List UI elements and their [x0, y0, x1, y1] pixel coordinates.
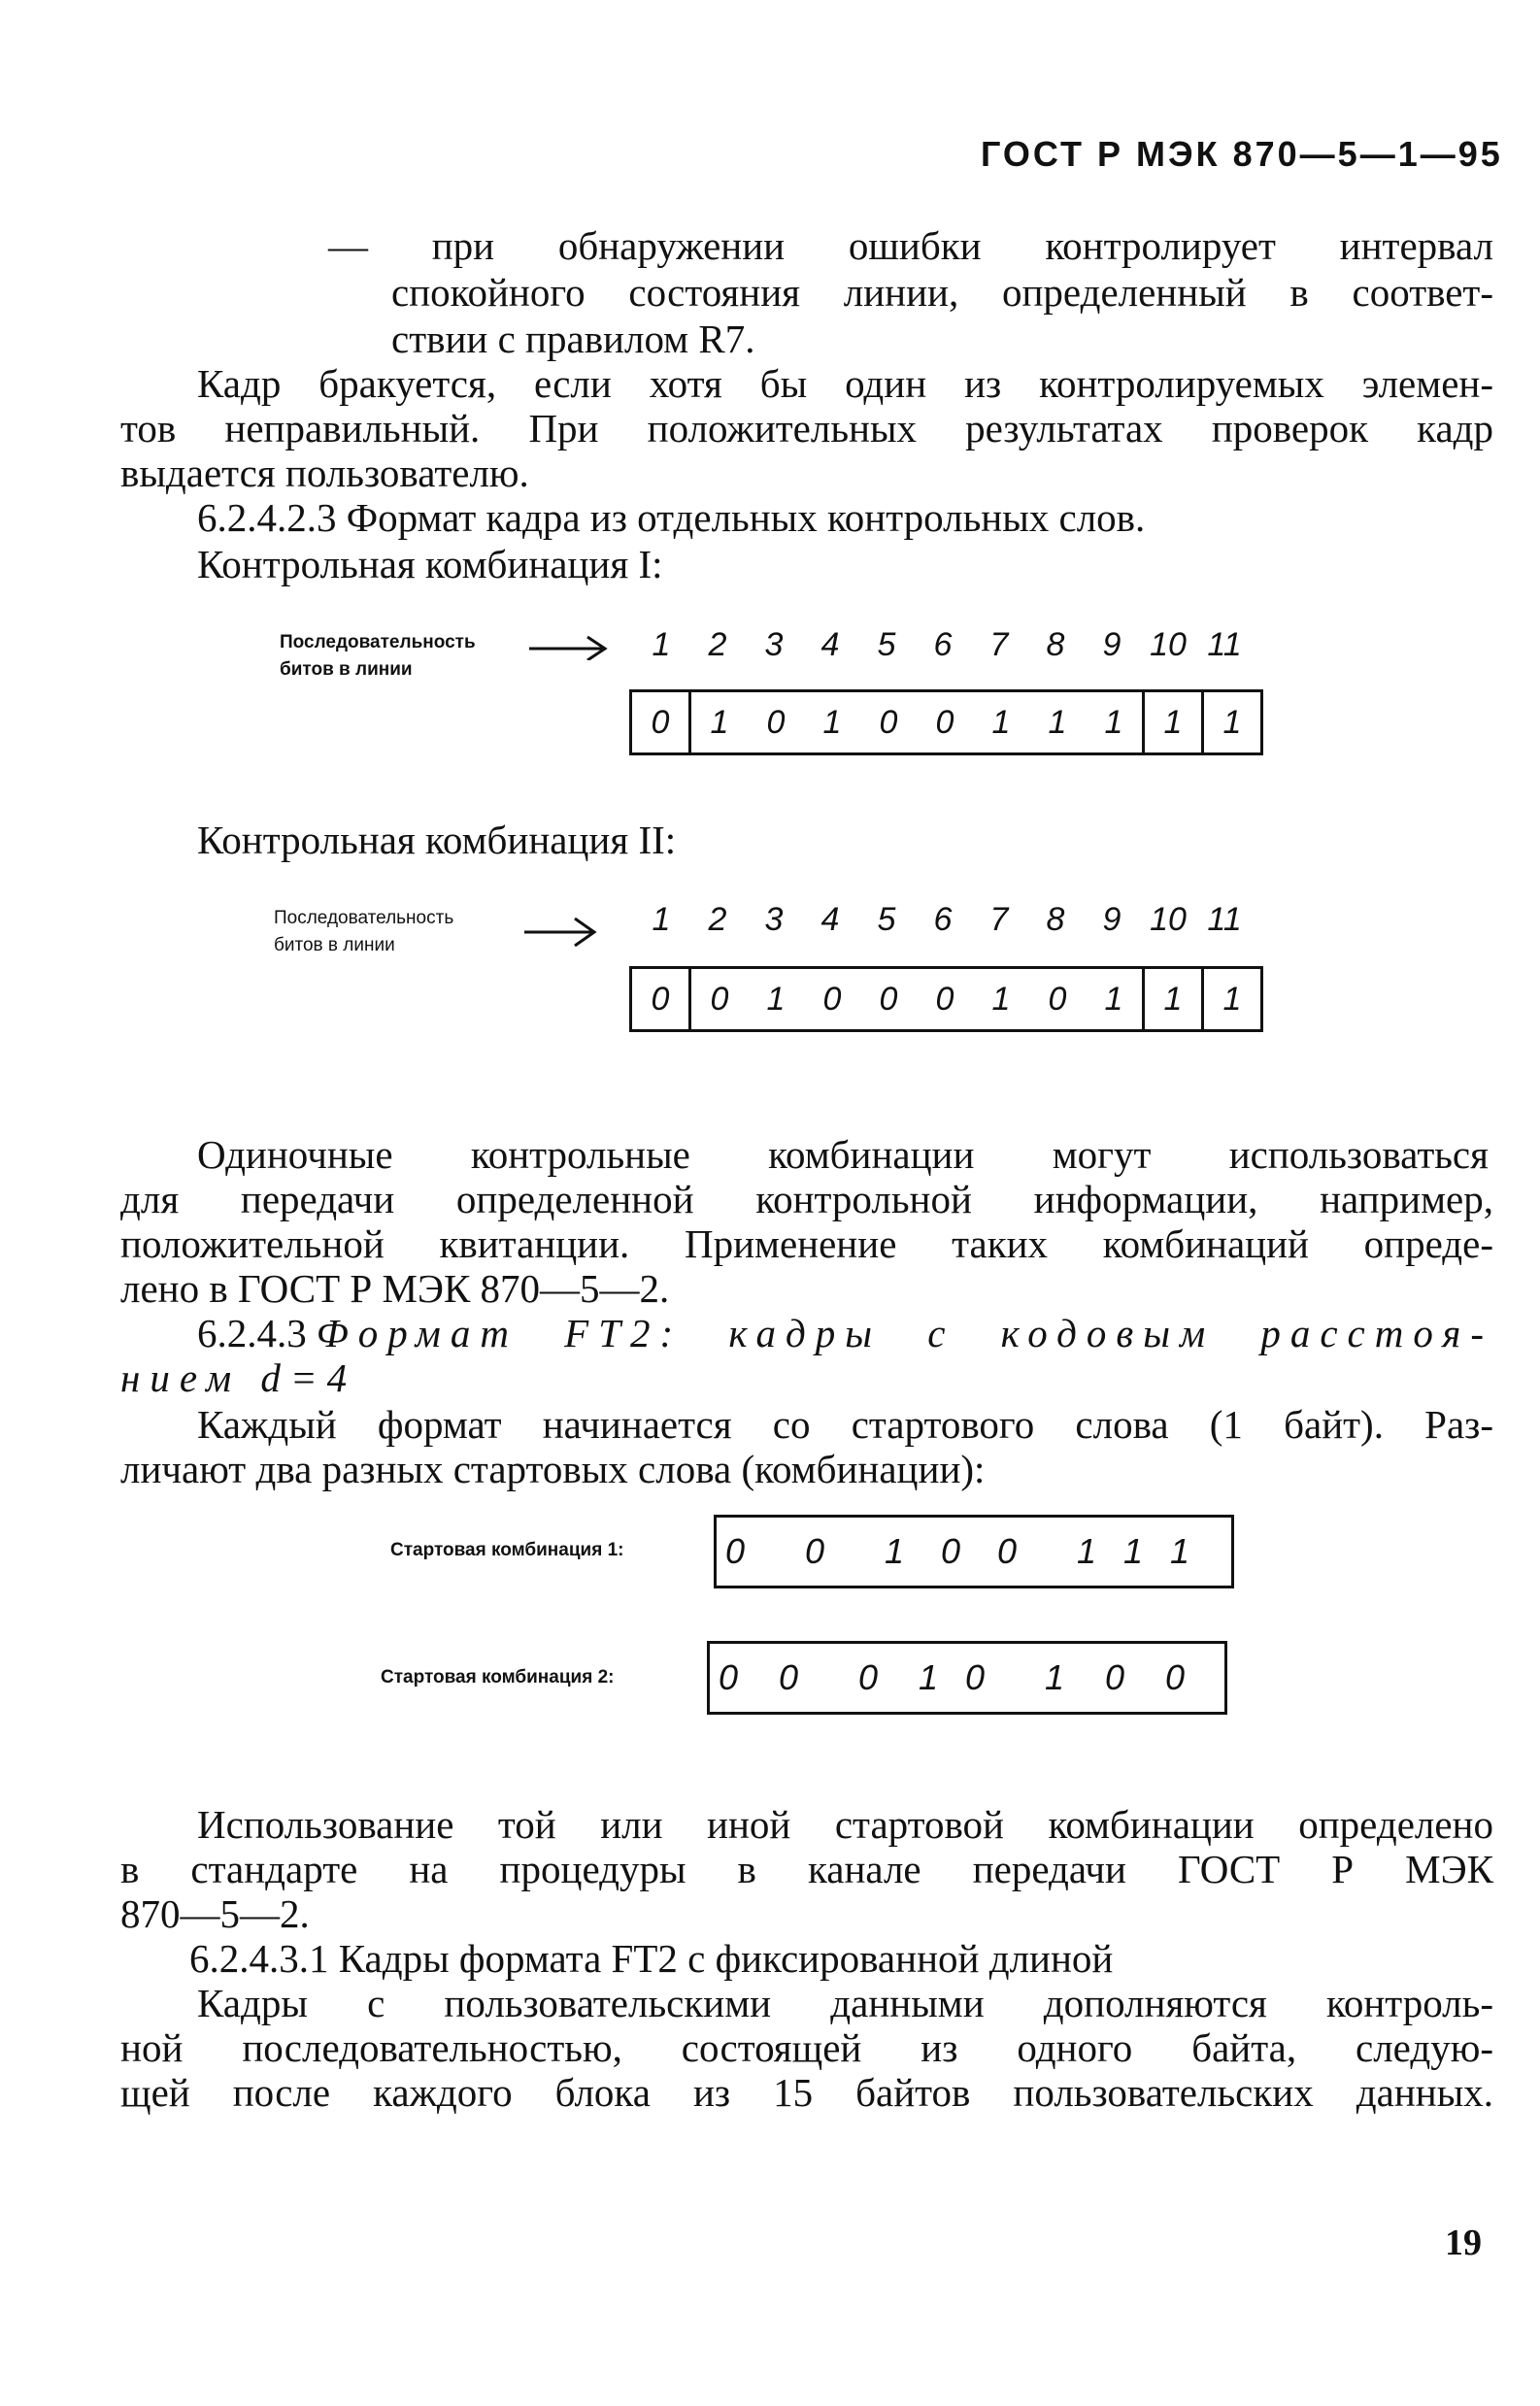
combo1-label-line2: битов в линии: [280, 659, 413, 680]
combo2-bit-box: [629, 966, 1263, 1032]
document-header: ГОСТ Р МЭК 870—5—1—95: [981, 134, 1503, 174]
para6-line2: ной последовательностью, состоящей из одного байта, следую-: [120, 2025, 1493, 2070]
bit-cell: 0: [1104, 1657, 1125, 1697]
position: 11: [1207, 901, 1242, 938]
bit-cell: 1: [1086, 692, 1145, 752]
combo2-positions: [633, 901, 1253, 939]
para3-line1: Одиночные контрольные комбинации могут использоваться: [197, 1132, 1489, 1177]
para1-line3: ствии с правилом R7.: [391, 317, 755, 361]
position: 1: [652, 901, 671, 938]
combo2-heading: Контрольная комбинация II:: [197, 818, 677, 862]
position: 9: [1102, 626, 1122, 663]
bit-cell: 0: [710, 981, 729, 1018]
para2-line2: тов неправильный. При положительных результатах проверок кадр: [120, 406, 1493, 451]
combo2-label: [274, 905, 453, 959]
bit-cell: 1: [1076, 1531, 1097, 1571]
bit-cell: 0: [1164, 1657, 1186, 1697]
section-6-2-4-3-title-line1: Формат FT2: кадры с кодовым расстоя-: [316, 1311, 1493, 1355]
arrow-right-icon: [529, 631, 612, 660]
para1-line2: спокойного состояния линии, определенный в соответ-: [391, 270, 1493, 315]
start1-bit-box: [714, 1515, 1234, 1588]
section-6-2-4-3-number: 6.2.4.3: [197, 1311, 307, 1355]
para2-line1: Кадр бракуется, если хотя бы один из контролируемых элемен-: [197, 361, 1493, 406]
arrow-right-icon: [524, 911, 607, 950]
position: 3: [764, 901, 784, 938]
bit-cell: 0: [804, 1531, 825, 1571]
bit-cell: 1: [1145, 692, 1204, 752]
bit-cell: 1: [710, 704, 729, 741]
para3-line2: для передачи определенной контрольной информации, например,: [120, 1177, 1493, 1221]
para5-line1: Использование той или иной стартовой комбинации определено: [197, 1802, 1493, 1847]
bit-cell: 0: [964, 1657, 986, 1697]
position: 10: [1150, 901, 1187, 938]
position: 9: [1102, 901, 1122, 938]
para2-line3: выдается пользователю.: [120, 451, 529, 495]
bit-cell: 0: [724, 1531, 746, 1571]
bit-cell: 1: [1222, 981, 1242, 1018]
position: 7: [989, 901, 1009, 938]
bit-cell: 0: [996, 1531, 1018, 1571]
combo1-bit-box: [629, 689, 1263, 755]
bit-cell: 1: [822, 704, 842, 741]
position: 4: [820, 901, 840, 938]
position: 6: [933, 901, 953, 938]
page-number: 19: [1445, 2222, 1482, 2263]
bit-cell: 0: [718, 1657, 739, 1697]
combo1-heading: Контрольная комбинация I:: [197, 542, 663, 586]
bit-cell: 0: [632, 969, 691, 1029]
position: 7: [989, 626, 1009, 663]
para3-line3: положительной квитанции. Применение таких комбинаций опреде-: [120, 1221, 1493, 1266]
bit-cell: 1: [766, 981, 786, 1018]
para4-line1: Каждый формат начинается со стартового слова (1 байт). Раз-: [197, 1402, 1493, 1447]
bit-cell: 0: [822, 981, 842, 1018]
bit-cell: 0: [778, 1657, 799, 1697]
section-6-2-4-3-1-title: 6.2.4.3.1 Кадры формата FT2 с фиксированной длиной: [189, 1936, 1114, 1981]
bit-cell: 0: [766, 704, 786, 741]
section-6-2-4-3-heading: [197, 1311, 1493, 1355]
position: 8: [1046, 626, 1065, 663]
position: 4: [820, 626, 840, 663]
section-6-2-4-3-title-line2: нием d=4: [120, 1355, 357, 1400]
combo2-label-line1: Последовательность: [274, 908, 454, 928]
position: 8: [1046, 901, 1065, 938]
bit-cell: 1: [1044, 1657, 1065, 1697]
bit-cell: 0: [879, 704, 898, 741]
bit-cell: 1: [1122, 1531, 1144, 1571]
position: 3: [764, 626, 784, 663]
bit-cell: 1: [1086, 969, 1145, 1029]
position: 5: [877, 626, 896, 663]
bit-cell: 1: [1145, 969, 1204, 1029]
para3-line4: лено в ГОСТ Р МЭК 870—5—2.: [120, 1266, 670, 1311]
position: 2: [708, 626, 727, 663]
combo1-label-line1: Последовательность: [280, 632, 476, 652]
combo1-label: [280, 629, 476, 684]
bit-cell: 1: [884, 1531, 905, 1571]
combo1-positions: [633, 626, 1253, 664]
para1-line1: — при обнаружении ошибки контролирует интервал: [328, 223, 1493, 268]
start2-bit-box: [707, 1641, 1227, 1715]
bit-cell: 0: [857, 1657, 879, 1697]
bit-cell: 1: [918, 1657, 939, 1697]
start2-label: Стартовая комбинация 2:: [381, 1667, 615, 1688]
para5-line3: 870—5—2.: [120, 1891, 310, 1936]
bit-cell: 1: [991, 704, 1011, 741]
position: 5: [877, 901, 896, 938]
bit-cell: 1: [1169, 1531, 1190, 1571]
start1-label: Стартовая комбинация 1:: [390, 1540, 624, 1560]
position: 2: [708, 901, 727, 938]
position: 10: [1150, 626, 1187, 663]
bit-cell: 0: [879, 981, 898, 1018]
bit-cell: 0: [935, 704, 954, 741]
bit-cell: 0: [935, 981, 954, 1018]
section-6-2-4-2-3-title: 6.2.4.2.3 Формат кадра из отдельных контрольных слов.: [197, 495, 1146, 540]
bit-cell: 1: [1222, 704, 1242, 741]
para6-line3: щей после каждого блока из 15 байтов пользовательских данных.: [120, 2070, 1493, 2115]
bit-cell: 0: [1048, 981, 1067, 1018]
combo2-label-line2: битов в линии: [274, 935, 395, 955]
para5-line2: в стандарте на процедуры в канале передачи ГОСТ Р МЭК: [120, 1847, 1493, 1891]
position: 11: [1207, 626, 1242, 663]
bit-cell: 0: [632, 692, 691, 752]
bit-cell: 1: [1048, 704, 1067, 741]
para4-line2: личают два разных стартовых слова (комбинации):: [120, 1447, 986, 1491]
bit-cell: 1: [991, 981, 1011, 1018]
bit-cell: 0: [940, 1531, 961, 1571]
para6-line1: Кадры с пользовательскими данными дополняются контроль-: [197, 1981, 1493, 2025]
position: 6: [933, 626, 953, 663]
position: 1: [652, 626, 671, 663]
